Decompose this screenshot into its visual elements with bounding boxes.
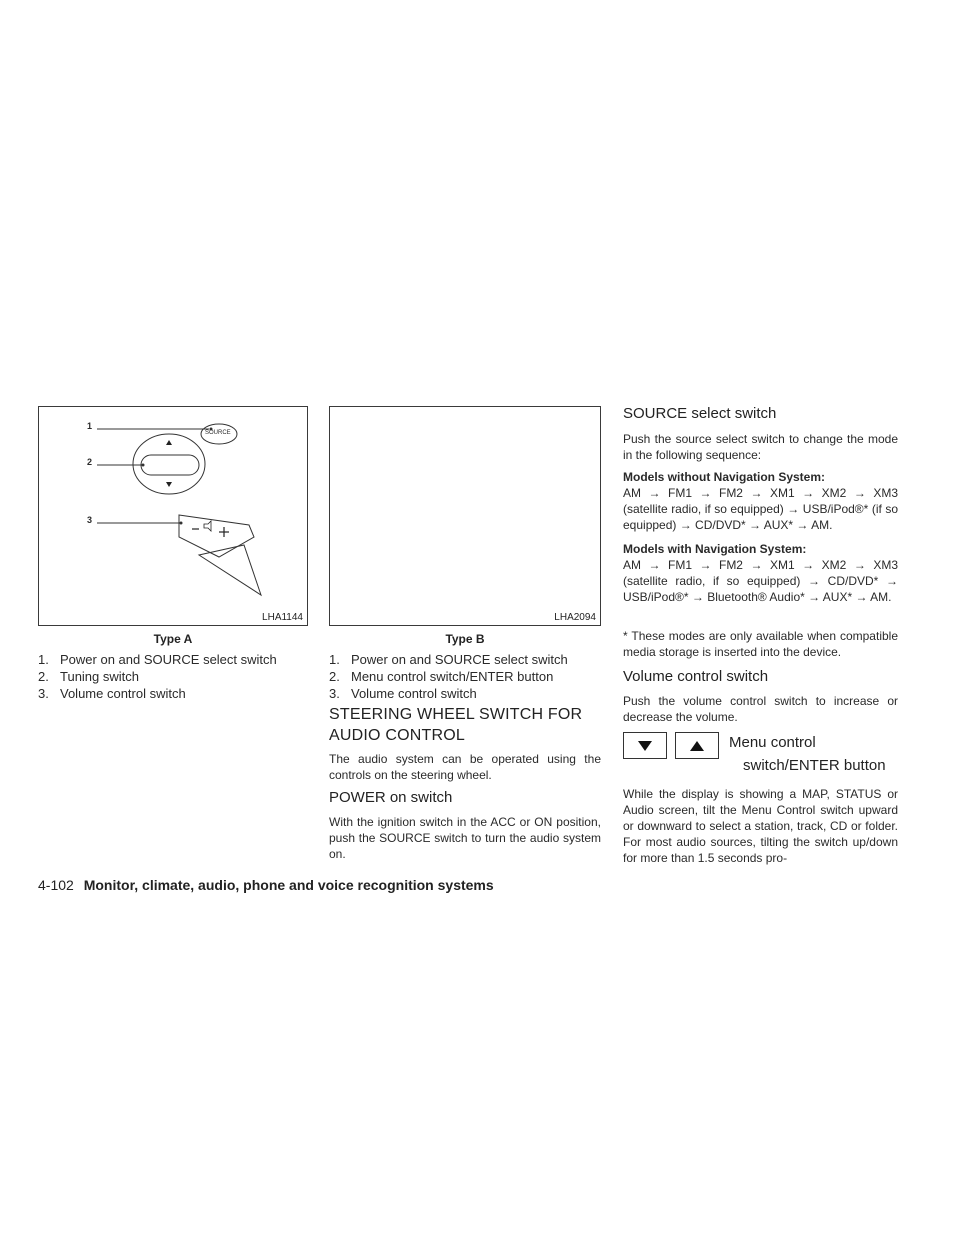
subsection-heading: SOURCE select switch	[623, 405, 777, 422]
section-intro: The audio system can be operated using the controls on the steering wheel.	[329, 752, 601, 782]
list-item: 2. Tuning switch	[38, 669, 139, 684]
list-item: 1. Power on and SOURCE select switch	[38, 652, 277, 667]
figure-type-a	[38, 406, 308, 626]
page-footer	[38, 877, 494, 893]
triangle-up-icon	[675, 732, 719, 759]
section-heading: STEERING WHEEL SWITCH FOR AUDIO CONTROL	[329, 706, 583, 744]
legend-list-a	[38, 651, 308, 702]
list-item: 3. Volume control switch	[38, 686, 186, 701]
chapter-title: Monitor, climate, audio, phone and voice recognition systems	[83, 877, 494, 893]
figure-code: LHA2094	[554, 612, 596, 623]
figure-code: LHA1144	[262, 612, 303, 623]
list-item: 2. Menu control switch/ENTER button	[329, 669, 554, 684]
with-nav-label: Models with Navigation System:	[623, 542, 807, 556]
menu-body: While the display is showing a MAP, STATUS or Audio screen, tilt the Menu Control switch upward or downward to select a station, track, CD or folder. For most audio sources, tilting the switch up/down for more than 1.5 seconds pro-	[623, 787, 898, 865]
subsection-heading: Menu control switch/ENTER button	[729, 734, 886, 774]
steering-switch-illustration-a	[39, 407, 307, 625]
callout-3: 3	[87, 515, 93, 525]
power-body: With the ignition switch in the ACC or ON position, push the SOURCE switch to turn the audio system on.	[329, 815, 601, 861]
source-button-label: SOURCE	[205, 430, 231, 436]
volume-body: Push the volume control switch to increase or decrease the volume.	[623, 694, 898, 724]
without-nav-label: Models without Navigation System:	[623, 470, 826, 484]
page-number: 4-102	[38, 877, 74, 893]
subsection-heading: Volume control switch	[623, 668, 769, 685]
callout-1: 1	[87, 421, 93, 431]
figure-caption: Type A	[153, 632, 193, 646]
without-nav-sequence: AM → FM1 → FM2 → XM1 → XM2 → XM3 (satellite radio, if so equipped) → USB/iPod®* (if so equipped) → CD/DVD* → AUX* → AM.	[623, 486, 898, 532]
list-item: 3. Volume control switch	[329, 686, 477, 701]
legend-list-b	[329, 651, 601, 702]
figure-type-b	[329, 406, 601, 626]
triangle-down-icon	[623, 732, 667, 759]
list-item: 1. Power on and SOURCE select switch	[329, 652, 568, 667]
source-intro: Push the source select switch to change the mode in the following sequence:	[623, 432, 898, 462]
callout-2: 2	[87, 457, 93, 467]
figure-caption: Type B	[445, 632, 485, 646]
availability-note: * These modes are only available when compatible media storage is inserted into the device.	[623, 629, 898, 659]
with-nav-sequence: AM → FM1 → FM2 → XM1 → XM2 → XM3 (satellite radio, if so equipped) → CD/DVD* → USB/iPod®* → Bluetooth® Audio* → AUX* → AM.	[623, 558, 898, 604]
subsection-heading: POWER on switch	[329, 789, 453, 806]
